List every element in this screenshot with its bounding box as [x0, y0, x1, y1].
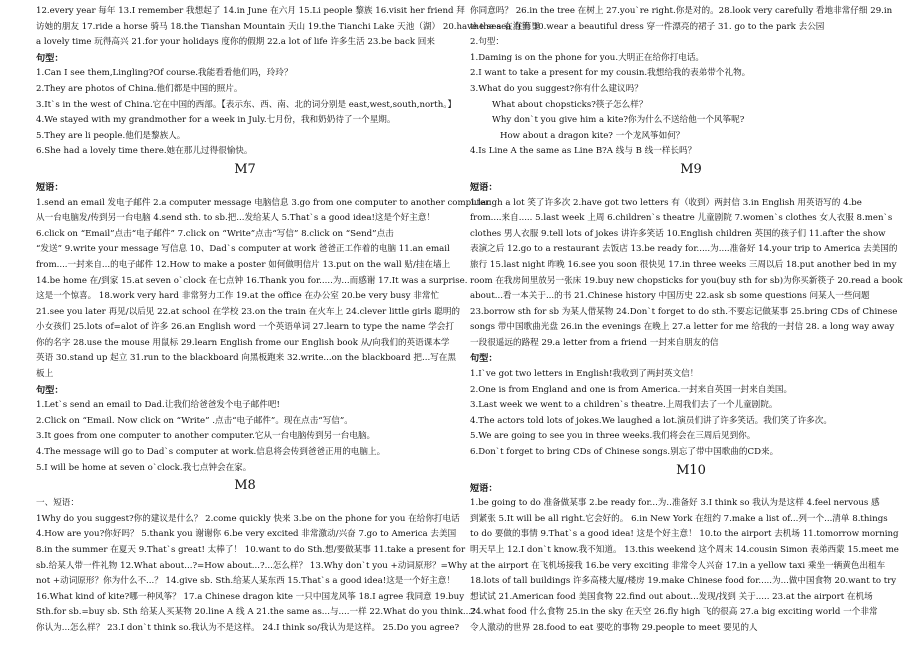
- text-line: 旅行 15.last night 昨晚 16.see you soon 很快见 17.in three weeks 三周以后 18.put another bed in my: [470, 259, 897, 270]
- text-line: sb.给某人带一件礼物 12.What about...?=How about...?...怎么样？ 13.Why don`t you +动词原形？=Why: [36, 560, 468, 571]
- text-line: 访她的朋友 17.ride a horse 骑马 18.the Tianshan Mountain 天山 19.the Tianchi Lake 天池（湖） 20.have the sea 在海里: [36, 21, 540, 32]
- module-heading: M10: [676, 462, 706, 478]
- text-line: Sth.for sb.=buy sb. Sth 给某人买某物 20.line A 线 A 21.the same as...与....一样 22.What do you think...?: [36, 607, 476, 618]
- right-column: [462, 0, 920, 650]
- text-line: 18.lots of tall buildings 许多高楼大厦/楼房 19.make Chinese food for.....为...做中国食物 20.want to try: [470, 576, 897, 587]
- text-line: 6.She had a lovely time there.她在那儿过得很愉快。: [36, 146, 253, 157]
- text-line: 3.It goes from one computer to another computer.它从一台电脑传到另一台电脑。: [36, 431, 376, 442]
- text-line: 令人激动的世界 28.food to eat 要吃的事物 29.people to meet 要见的人: [470, 622, 758, 633]
- section-label: 短语：: [470, 181, 498, 193]
- text-line: 2.One is from England and one is from America.一封来自英国一封来自美国。: [470, 384, 793, 395]
- text-line: 21.see you later 再见/以后见 22.at school 在学校 23.on the train 在火车上 24.clever little girls 聪明的: [36, 306, 461, 317]
- text-line: 板上: [36, 369, 54, 380]
- text-line: 一段很遥远的路程 29.a letter from a friend 一封来自朋友的信: [470, 337, 719, 348]
- text-line: 1.Daming is on the phone for you.大明正在给你打电话。: [470, 52, 705, 63]
- text-line: 4.The message will go to Dad`s computer at work.信息将会传到爸爸正用的电脑上。: [36, 447, 386, 458]
- text-line: 4.We stayed with my grandmother for a week in July.七月份，我和奶奶待了一个星期。: [36, 115, 396, 126]
- text-line: 小女孩们 25.lots of=alot of 许多 26.an English word 一个英语单词 27.learn to type the name 学会打: [36, 322, 454, 333]
- text-line: a lovely time 玩得高兴 21.for your holidays 度你的假期 22.a lot of life 许多生活 23.be back 回来: [36, 37, 435, 48]
- text-line: 5.They are li people.他们是黎族人。: [36, 130, 186, 141]
- text-line: 12.every year 每年 13.I remember 我想起了 14.in June 在六月 15.Li people 黎族 16.visit her friend 拜: [36, 6, 465, 16]
- section-label: 句型：: [36, 384, 64, 396]
- text-line: 3.It`s in the west of China.它在中国的西部。【表示东、西、南、北的词分别是 east,west,south,north。】: [36, 99, 457, 110]
- text-line: 8.in the summer 在夏天 9.That`s great! 太棒了！ 10.want to do Sth.想/要做某事 11.take a present for: [36, 545, 466, 555]
- text-line: 这是一个惊喜。 18.work very hard 非常努力工作 19.at the office 在办公室 20.be very busy 非常忙: [36, 291, 440, 302]
- text-line: 1.send an email 发电子邮件 2.a computer message 电脑信息 3.go from one computer to another computer: [36, 197, 490, 208]
- text-line: 2.They are photos of China.他们都是中国的照片。: [36, 83, 243, 94]
- text-line: Why don`t you give him a kite?你为什么不送给他一个风筝呢?: [492, 115, 745, 126]
- text-line: room 在我房间里放另一张床 19.buy new chopsticks for you(buy sth for sb)为你买新筷子 20.read a book: [470, 275, 903, 286]
- text-line: 你的名字 28.use the mouse 用鼠标 29.learn English frome our English book 从/向我们的英语课本学: [36, 337, 450, 348]
- text-line: “发送” 9.write your message 写信息 10、Dad`s computer at work 爸爸正工作着的电脑 11.an email: [36, 244, 450, 255]
- text-line: 2.句型：: [470, 37, 504, 48]
- text-line: 想试试 21.American food 美国食物 22.find out about...发现/找到 关于..... 23.at the airport 在机场: [470, 591, 873, 602]
- text-line: 3.What do you suggest?你有什么建议吗？: [470, 83, 643, 94]
- text-line: 16.What kind of kite?哪一种风筝？ 17.a Chinese dragon kite 一只中国龙风筝 18.I agree 我同意 19.buy: [36, 591, 465, 602]
- text-line: 一、短语：: [36, 498, 79, 509]
- section-label: 短语：: [470, 482, 498, 494]
- text-line: not +动词原形？你为什么不...？ 14.give sb. Sth.给某人某东西 15.That`s a good idea!这是一个好主意！: [36, 576, 455, 587]
- text-line: about...看一本关于...的书 21.Chinese history 中国历史 22.ask sb some questions 问某人一些问题: [470, 291, 870, 302]
- section-label: 句型：: [470, 353, 498, 365]
- text-line: 2.I want to take a present for my cousin.我想给我的表弟带个礼物。: [470, 68, 751, 79]
- text-line: 英语 30.stand up 起立 31.run to the blackboard 向黑板跑来 32.write...on the blackboard 把...写在黑: [36, 353, 456, 364]
- module-heading: M9: [680, 161, 702, 177]
- text-line: 1.Let`s send an email to Dad.让我们给爸爸发个电子邮件吧!: [36, 400, 280, 411]
- text-line: at the airport 在飞机场接我 16.be very exciting 非常令人兴奋 17.in a yellow taxi 乘坐一辆黄色出租车: [470, 560, 886, 571]
- text-line: 1.Can I see them,Lingling?Of course.我能看看他们吗，玲玲？: [36, 68, 293, 79]
- text-line: 到紧张 5.It will be all right.它会好的。 6.in New York 在纽约 7.make a list of...列一个...清单 8.things: [470, 513, 888, 524]
- text-line: 5.We are going to see you in three weeks.我们将会在三周后见到你。: [470, 431, 756, 442]
- text-line: 4.Is Line A the same as Line B?A 线与 B 线一样长吗？: [470, 146, 697, 157]
- text-line: 5.I will be home at seven o`clock.我七点钟会在家。: [36, 462, 252, 473]
- text-line: 14.be home 在/到家 15.at seven o`clock 在七点钟 16.Thank you for.....为...而感谢 17.It was a surprise.: [36, 275, 468, 286]
- text-line: 6.click on “Email”点击“电子邮件” 7.click on “Write”点击“写信” 8.click on “Send”点击: [36, 228, 394, 239]
- text-line: 4.How are you?你好吗？ 5.thank you 谢谢你 6.be very excited 非常激动/兴奋 7.go to America 去美国: [36, 529, 457, 540]
- text-line: 1.laugh a lot 笑了许多次 2.have got two letters 有（收到）两封信 3.in English 用英语写的 4.be: [470, 197, 862, 208]
- text-line: 3.Last week we went to a children`s theatre.上周我们去了一个儿童剧院。: [470, 400, 778, 411]
- text-line: What about chopsticks?筷子怎么样？: [492, 99, 648, 110]
- text-line: How about a dragon kite? 一个龙风筝如何？: [500, 130, 685, 141]
- text-line: 1Why do you suggest?你的建议是什么？ 2.come quickly 快来 3.be on the phone for you 在给你打电话: [36, 513, 460, 524]
- text-line: 6.Don`t forget to bring CDs of Chinese songs.别忘了带中国歌曲的CD来。: [470, 447, 779, 458]
- section-label: 短语：: [36, 181, 64, 193]
- text-line: 1.I`ve got two letters in English!我收到了两封英文信！: [470, 369, 699, 380]
- text-line: from....来自..... 5.last week 上周 6.children`s theatre 儿童剧院 7.women`s clothes 女人衣服 8.men`s: [470, 213, 893, 224]
- text-line: 2.Click on “Email. Now click on “Write” .点击“电子邮件”。现在点击“写信”。: [36, 415, 353, 426]
- module-heading: M8: [234, 478, 256, 494]
- text-line: 你认为...怎么样？ 23.I don`t think so.我认为不是这样。 24.I think so/我认为是这样。 25.Do you agree?: [36, 622, 460, 633]
- text-line: 从一台电脑发/传到另一台电脑 4.send sth. to sb.把...发给某人 5.That`s a good idea!这是个好主意！: [36, 213, 436, 224]
- text-line: 表演之后 12.go to a restaurant 去饭店 13.be ready for.....为....准备好 14.your trip to America 去美国的: [470, 244, 898, 255]
- module-heading: M7: [234, 161, 256, 177]
- section-label: 句型：: [36, 52, 64, 64]
- text-line: from....一封来自...的电子邮件 12.How to make a poster 如何做明信片 13.put on the wall 贴/挂在墙上: [36, 259, 451, 270]
- text-line: songs 带中国歌曲光盘 26.in the evenings 在晚上 27.a letter for me 给我的一封信 28. a long way away: [470, 322, 895, 333]
- text-line: the sea 在海里 30.wear a beautiful dress 穿一件漂亮的裙子 31. go to the park 去公园: [470, 21, 825, 32]
- text-line: clothes 男人衣服 9.tell lots of jokes 讲许多笑话 10.English children 英国的孩子们 11.after the show: [470, 228, 886, 239]
- text-line: 24.what food 什么食物 25.in the sky 在天空 26.fly high 飞的很高 27.a big exciting world 一个非常: [470, 607, 878, 618]
- text-line: to do 要做的事情 9.That`s a good idea! 这是个好主意！ 10.to the airport 去机场 11.tomorrow morning: [470, 529, 899, 540]
- text-line: 明天早上 12.I don`t know.我不知道。 13.this weekend 这个周末 14.cousin Simon 表弟西蒙 15.meet me: [470, 545, 899, 555]
- text-line: 1.be going to do 准备做某事 2.be ready for...为..准备好 3.I think so 我认为是这样 4.feel nervous 感: [470, 498, 880, 509]
- text-line: 23.borrow sth for sb 为某人借某物 24.Don`t forget to do sth.不要忘记做某事 25.bring CDs of Chinese: [470, 306, 898, 317]
- text-line: 4.The actors told lots of jokes.We laughed a lot.演员们讲了许多笑话。我们笑了许多次。: [470, 415, 832, 426]
- text-line: 你同意吗？ 26.in the tree 在树上 27.you`re right.你是对的。28.look very carefully 看地非常仔细 29.in: [470, 6, 893, 16]
